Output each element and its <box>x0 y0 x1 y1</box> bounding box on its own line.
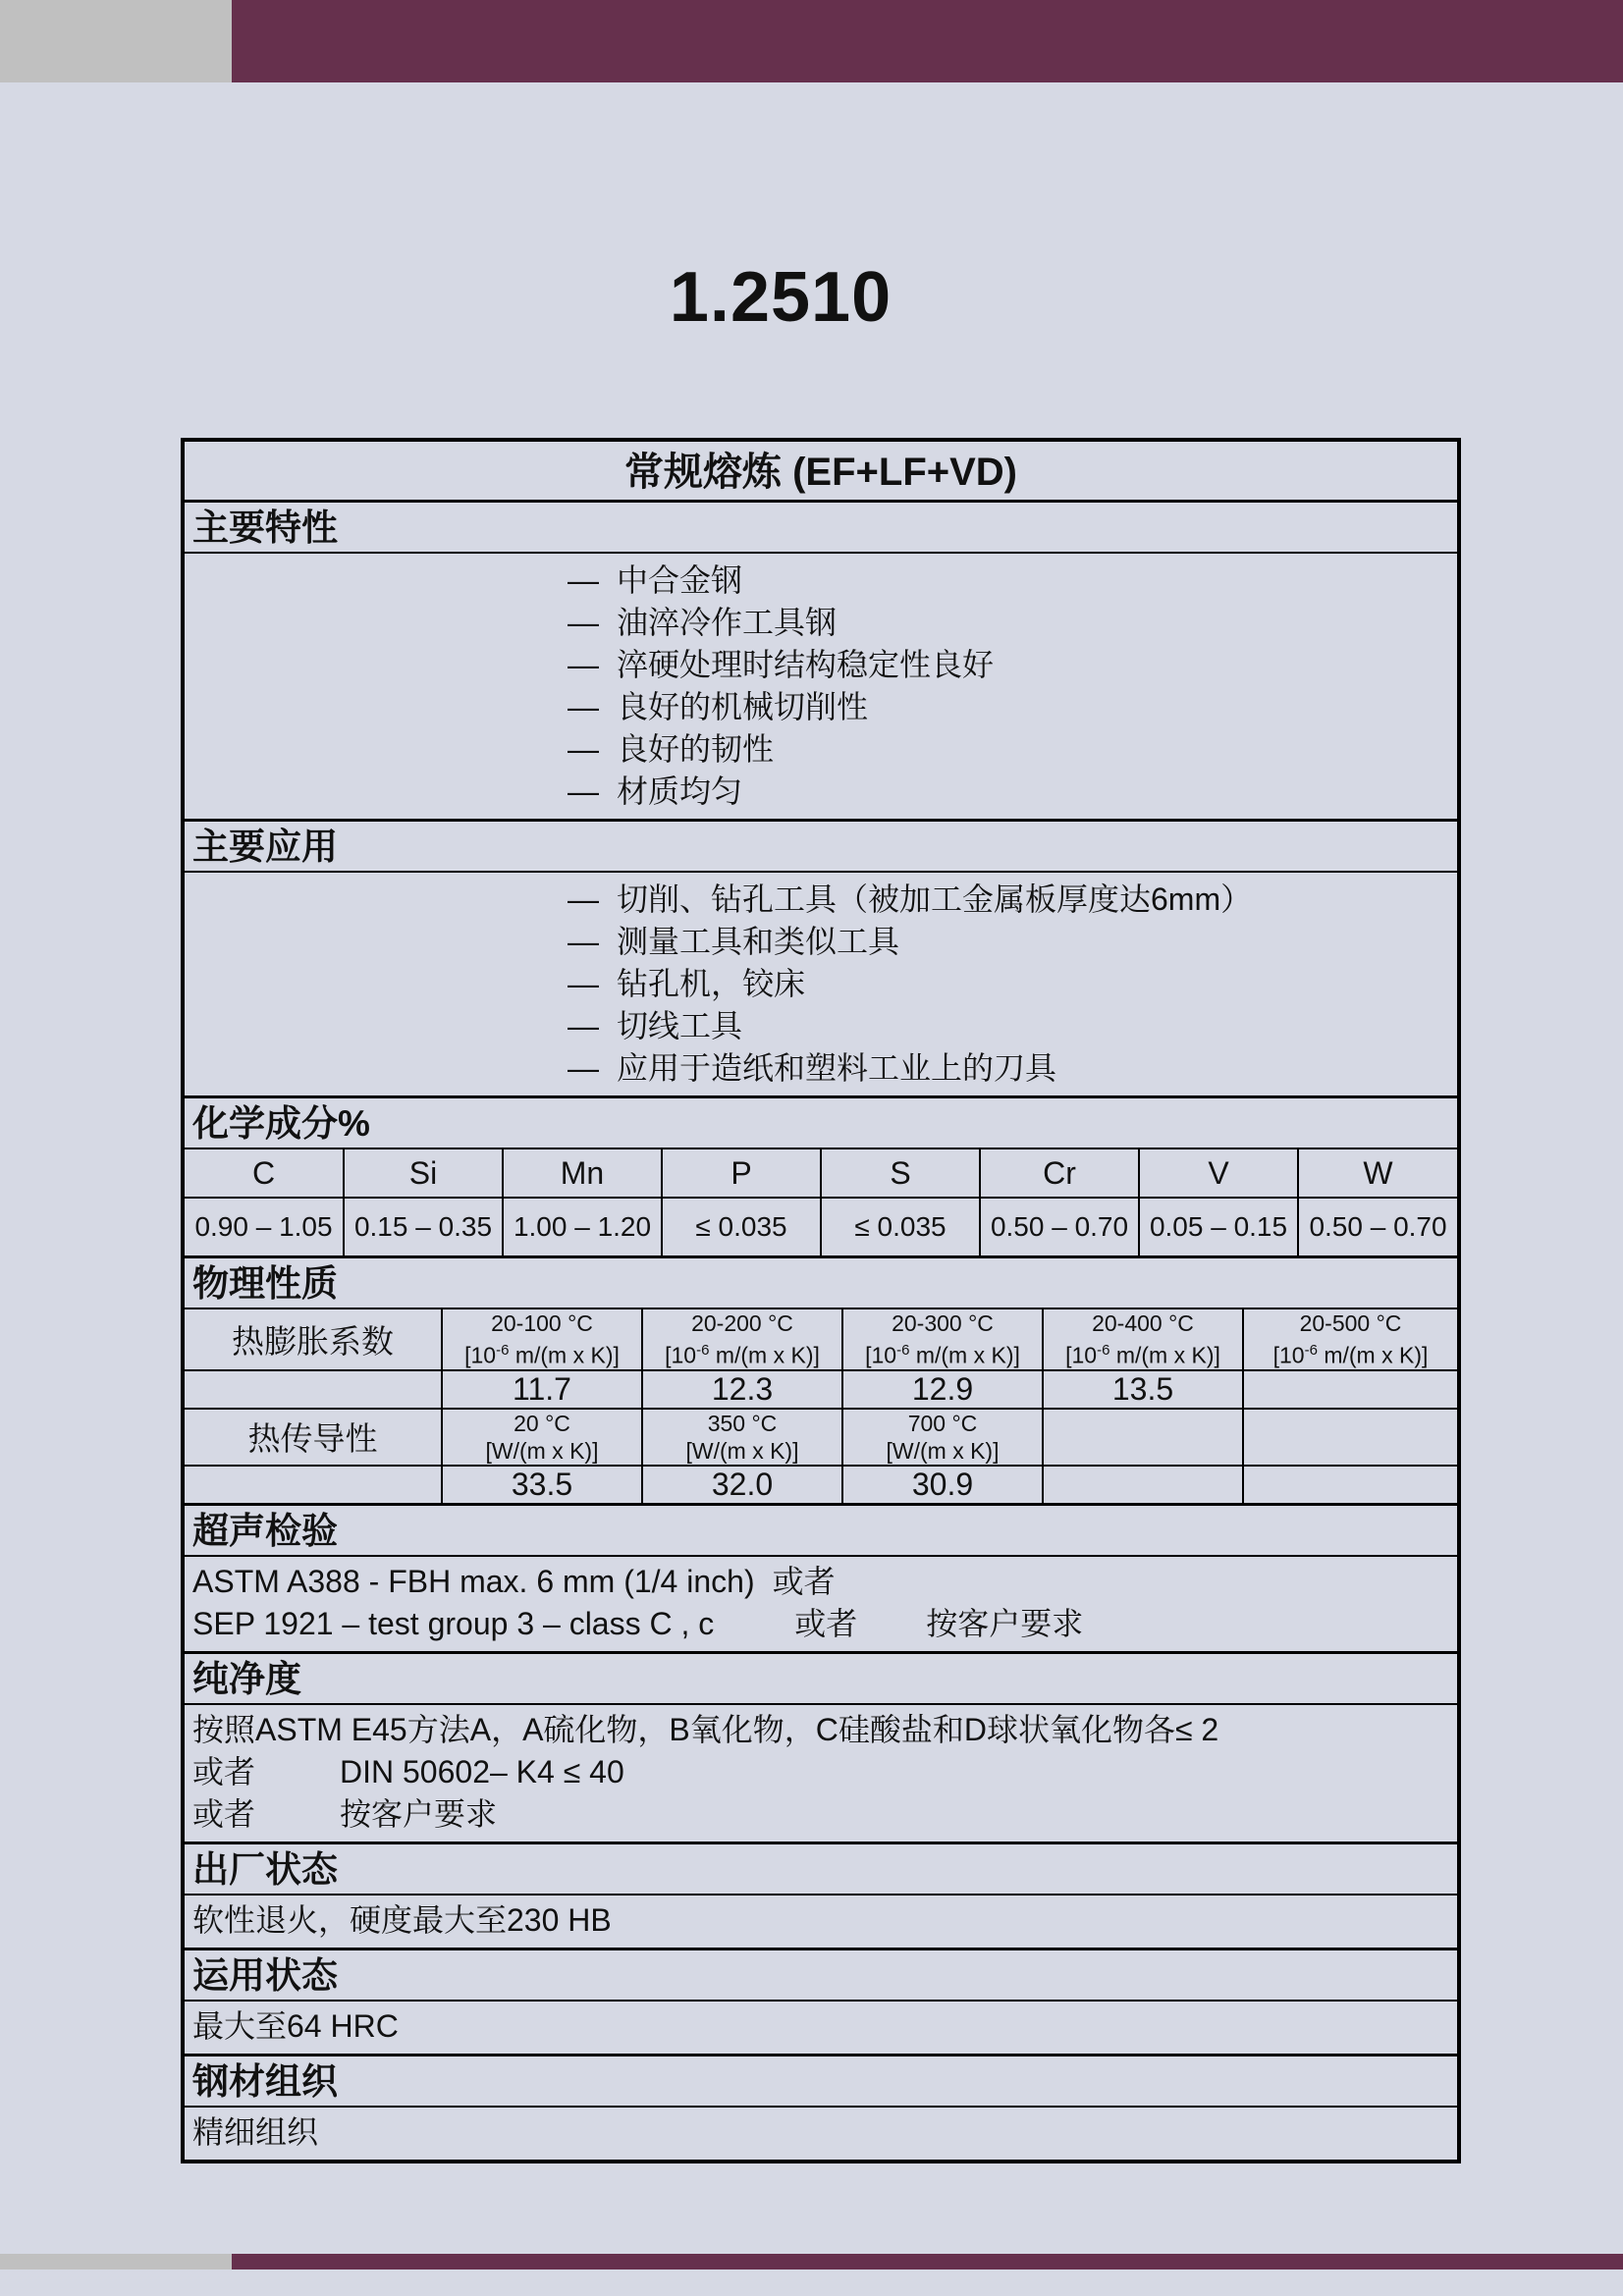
table-row <box>185 1370 1457 1409</box>
footer-band <box>232 2254 1623 2269</box>
empty-cell <box>185 1466 442 1503</box>
ultrasonic-heading: 超声检验 <box>185 1506 1457 1557</box>
structure-text <box>185 2108 1457 2160</box>
list-item: — 切线工具 <box>185 1005 1457 1047</box>
header-band-gray <box>0 0 232 82</box>
empty-cell <box>1243 1466 1457 1503</box>
conductivity-header: 20 °C [W/(m x K)] <box>442 1409 642 1466</box>
datasheet-table <box>181 438 1461 2163</box>
list-item: — 良好的机械切削性 <box>185 686 1457 728</box>
applications-list <box>185 873 1457 1098</box>
header-band <box>232 0 1623 82</box>
expansion-label: 热膨胀系数 <box>185 1309 442 1370</box>
text-line: ASTM A388 - FBH max. 6 mm (1/4 inch) 或者 <box>192 1563 836 1599</box>
delivery-heading: 出厂状态 <box>185 1844 1457 1896</box>
table-row <box>185 1466 1457 1503</box>
empty-cell <box>1043 1466 1243 1503</box>
expansion-header: 20-400 °C [$10^{-6}$ m/(m x K)] <box>1043 1309 1243 1370</box>
features-list <box>185 554 1457 822</box>
value-v: 0.05 – 0.15 <box>1139 1198 1298 1255</box>
table-row <box>185 1309 1457 1370</box>
table-row <box>185 1198 1457 1255</box>
empty-cell <box>1043 1409 1243 1466</box>
element-v: V <box>1139 1149 1298 1198</box>
applications-heading: 主要应用 <box>185 822 1457 873</box>
purity-heading: 纯净度 <box>185 1654 1457 1705</box>
list-item: — 油淬冷作工具钢 <box>185 602 1457 644</box>
list-item: — 中合金钢 <box>185 560 1457 602</box>
chemistry-heading: 化学成分% <box>185 1098 1457 1149</box>
ultrasonic-text <box>185 1557 1457 1654</box>
conductivity-header: 350 °C [W/(m x K)] <box>642 1409 842 1466</box>
table-row <box>185 1409 1457 1466</box>
dash-icon: — <box>568 689 599 724</box>
conductivity-value: 30.9 <box>842 1466 1043 1503</box>
dash-icon: — <box>568 1008 599 1043</box>
dash-icon: — <box>568 731 599 767</box>
list-item: — 测量工具和类似工具 <box>185 921 1457 963</box>
expansion-value <box>1243 1370 1457 1409</box>
value-s: ≤ 0.035 <box>821 1198 980 1255</box>
page-title: 1.2510 <box>669 258 893 337</box>
dash-icon: — <box>568 924 599 959</box>
text-line: 最大至64 HRC <box>192 2007 399 2044</box>
empty-cell <box>1243 1409 1457 1466</box>
value-c: 0.90 – 1.05 <box>185 1198 344 1255</box>
expansion-value: 12.3 <box>642 1370 842 1409</box>
physical-table <box>185 1309 1457 1506</box>
purity-text <box>185 1705 1457 1844</box>
list-item: — 应用于造纸和塑料工业上的刀具 <box>185 1047 1457 1090</box>
empty-cell <box>185 1370 442 1409</box>
conductivity-value: 33.5 <box>442 1466 642 1503</box>
physical-heading: 物理性质 <box>185 1258 1457 1309</box>
list-item: — 钻孔机，铰床 <box>185 963 1457 1005</box>
element-cr: Cr <box>980 1149 1139 1198</box>
list-item: — 材质均匀 <box>185 771 1457 813</box>
element-w: W <box>1298 1149 1457 1198</box>
expansion-header: 20-100 °C [$10^{-6}$ m/(m x K)] <box>442 1309 642 1370</box>
structure-heading: 钢材组织 <box>185 2056 1457 2108</box>
element-mn: Mn <box>503 1149 662 1198</box>
conductivity-value: 32.0 <box>642 1466 842 1503</box>
dash-icon: — <box>568 774 599 809</box>
text-line: 或者 DIN 50602– K4 ≤ 40 <box>192 1753 624 1789</box>
value-w: 0.50 – 0.70 <box>1298 1198 1457 1255</box>
dash-icon: — <box>568 966 599 1001</box>
expansion-value: 11.7 <box>442 1370 642 1409</box>
dash-icon: — <box>568 562 599 598</box>
features-heading: 主要特性 <box>185 503 1457 554</box>
expansion-value: 13.5 <box>1043 1370 1243 1409</box>
list-item: — 淬硬处理时结构稳定性良好 <box>185 644 1457 686</box>
value-p: ≤ 0.035 <box>662 1198 821 1255</box>
conductivity-header: 700 °C [W/(m x K)] <box>842 1409 1043 1466</box>
text-line: 软性退火，硬度最大至230 HB <box>192 1901 612 1938</box>
element-s: S <box>821 1149 980 1198</box>
list-item: — 良好的韧性 <box>185 728 1457 771</box>
value-si: 0.15 – 0.35 <box>344 1198 503 1255</box>
value-mn: 1.00 – 1.20 <box>503 1198 662 1255</box>
list-item: — 切削、钻孔工具（被加工金属板厚度达6mm） <box>185 879 1457 921</box>
value-cr: 0.50 – 0.70 <box>980 1198 1139 1255</box>
chemistry-table <box>185 1149 1457 1258</box>
expansion-header: 20-200 °C [$10^{-6}$ m/(m x K)] <box>642 1309 842 1370</box>
text-line: 或者 按客户要求 <box>192 1795 498 1832</box>
element-c: C <box>185 1149 344 1198</box>
table-row <box>185 1149 1457 1198</box>
footer-band-gray <box>0 2254 232 2269</box>
dash-icon: — <box>568 647 599 682</box>
delivery-text <box>185 1896 1457 1950</box>
process-title: 常规熔炼 (EF+LF+VD) <box>185 442 1457 503</box>
text-line: 按照ASTM E45方法A，A硫化物，B氧化物，C硅酸盐和D球状氧化物各≤ 2 <box>192 1711 1219 1747</box>
text-line: 精细组织 <box>192 2113 319 2150</box>
element-p: P <box>662 1149 821 1198</box>
expansion-header: 20-500 °C [$10^{-6}$ m/(m x K)] <box>1243 1309 1457 1370</box>
dash-icon: — <box>568 1050 599 1086</box>
dash-icon: — <box>568 605 599 640</box>
text-line: SEP 1921 – test group 3 – class C , c 或者 按客户要求 <box>192 1605 1084 1641</box>
service-heading: 运用状态 <box>185 1950 1457 2002</box>
expansion-value: 12.9 <box>842 1370 1043 1409</box>
expansion-header: 20-300 °C [$10^{-6}$ m/(m x K)] <box>842 1309 1043 1370</box>
element-si: Si <box>344 1149 503 1198</box>
dash-icon: — <box>568 881 599 917</box>
service-text <box>185 2002 1457 2056</box>
conductivity-label: 热传导性 <box>185 1409 442 1466</box>
